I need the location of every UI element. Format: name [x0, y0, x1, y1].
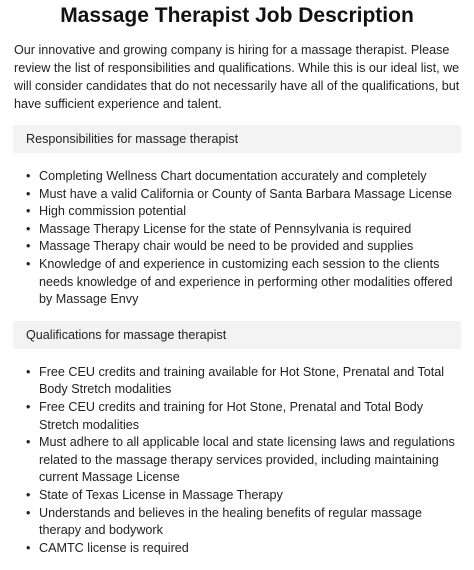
- qualifications-list: [13, 364, 461, 558]
- bullet-icon: •: [26, 505, 31, 520]
- bullet-icon: •: [26, 540, 31, 555]
- list-item-text: Massage Therapy chair would be need to be provided and supplies: [39, 239, 414, 254]
- list-item: [26, 540, 461, 558]
- bullet-icon: •: [26, 239, 31, 254]
- list-item: [26, 221, 461, 239]
- list-item: [26, 256, 461, 309]
- responsibilities-heading: Responsibilities for massage therapist: [26, 132, 239, 146]
- page-title: Massage Therapist Job Description: [60, 4, 414, 27]
- list-item-text: Understands and believes in the healing benefits of regular massage therapy and bodywork: [39, 505, 422, 538]
- list-item-text: State of Texas License in Massage Therapy: [39, 487, 283, 502]
- list-item: [26, 399, 461, 434]
- list-item: [26, 487, 461, 505]
- responsibilities-header: [13, 125, 461, 153]
- bullet-icon: •: [26, 399, 31, 414]
- list-item: [26, 238, 461, 256]
- list-item-text: Massage Therapy License for the state of Pennsylvania is required: [39, 221, 412, 236]
- bullet-icon: •: [26, 256, 31, 271]
- responsibilities-list: [13, 168, 461, 309]
- list-item: [26, 168, 461, 186]
- bullet-icon: •: [26, 169, 31, 183]
- list-item: [26, 364, 461, 399]
- list-item-text: Knowledge of and experience in customizing each session to the clients needs knowledge of and experience in performing other modalities offered by Massage Envy: [39, 256, 453, 307]
- list-item-text: Completing Wellness Chart documentation accurately and completely: [39, 169, 427, 183]
- bullet-icon: •: [26, 221, 31, 236]
- intro-paragraph: Our innovative and growing company is hiring for a massage therapist. Please review the list of responsibilities and qualifications. While this is our ideal list, we will consider candidates that do not necessarily have all of the qualifications, but have sufficient experience and talent.: [14, 43, 460, 111]
- list-item: [26, 434, 461, 487]
- list-item-text: Must adhere to all applicable local and state licensing laws and regulations related to the massage therapy services provided, including maintaining current Massage License: [39, 435, 455, 485]
- bullet-icon: •: [26, 364, 31, 379]
- list-item: [26, 203, 461, 221]
- bullet-icon: •: [26, 204, 31, 219]
- qualifications-heading: Qualifications for massage therapist: [26, 327, 227, 342]
- bullet-icon: •: [26, 186, 31, 201]
- bullet-icon: •: [26, 435, 31, 450]
- list-item-text: Free CEU credits and training available for Hot Stone, Prenatal and Total Body Stretch modalities: [39, 364, 445, 397]
- list-item: [26, 505, 461, 540]
- qualifications-header: [13, 321, 461, 349]
- list-item-text: Free CEU credits and training for Hot Stone, Prenatal and Total Body Stretch modalities: [39, 399, 424, 432]
- list-item: [26, 186, 461, 204]
- list-item-text: CAMTC license is required: [39, 540, 189, 555]
- list-item-text: High commission potential: [39, 204, 186, 219]
- bullet-icon: •: [26, 487, 31, 502]
- list-item-text: Must have a valid California or County of Santa Barbara Massage License: [39, 186, 453, 201]
